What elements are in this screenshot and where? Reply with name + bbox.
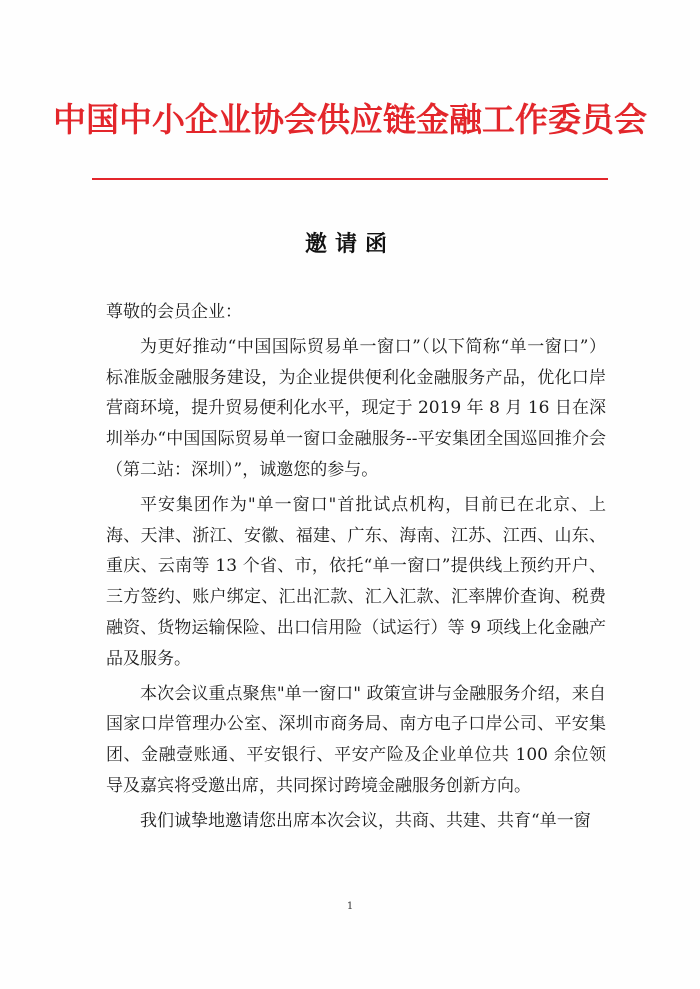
paragraph-intro: 为更好推动“中国国际贸易单一窗口”（以下简称“单一窗口”）标准版金融服务建设，为企业提供便利化金融服务产品，优化口岸营商环境，提升贸易便利化水平，现定于 2019 年 8 月 16 日在深圳举办“中国国际贸易单一窗口金融服务--平安集团全国巡回推介会（第二站：深圳）”，诚邀您的参与。 — [106, 336, 606, 480]
paragraph-meeting-focus: 本次会议重点聚焦"单一窗口" 政策宣讲与金融服务介绍，来自国家口岸管理办公室、深圳市商务局、南方电子口岸公司、平安集团、金融壹账通、平安银行、平安产险及企业单位共 100 余位领导及嘉宾将受邀出席，共同探讨跨境金融服务创新方向。 — [106, 683, 606, 796]
header-divider — [92, 178, 608, 180]
paragraph-invitation: 我们诚挚地邀请您出席本次会议，共商、共建、共育“单一窗 — [140, 810, 591, 831]
organization-header: 中国中小企业协会供应链金融工作委员会 — [53, 100, 647, 139]
salutation: 尊敬的会员企业： — [106, 302, 242, 322]
paragraph-pingan: 平安集团作为"单一窗口"首批试点机构，目前已在北京、上海、天津、浙江、安徽、福建、广东、海南、江苏、江西、山东、重庆、云南等 13 个省、市，依托“单一窗口”提供线上预约开户、三方签约、账户绑定、汇出汇款、汇入汇款、汇率牌价查询、税费融资、货物运输保险、出口信用险（试运行）等 9 项线上化金融产品及服务。 — [106, 494, 606, 669]
page-number: 1 — [346, 901, 354, 912]
document-title: 邀请函 — [304, 231, 395, 257]
letter-body — [106, 297, 606, 837]
